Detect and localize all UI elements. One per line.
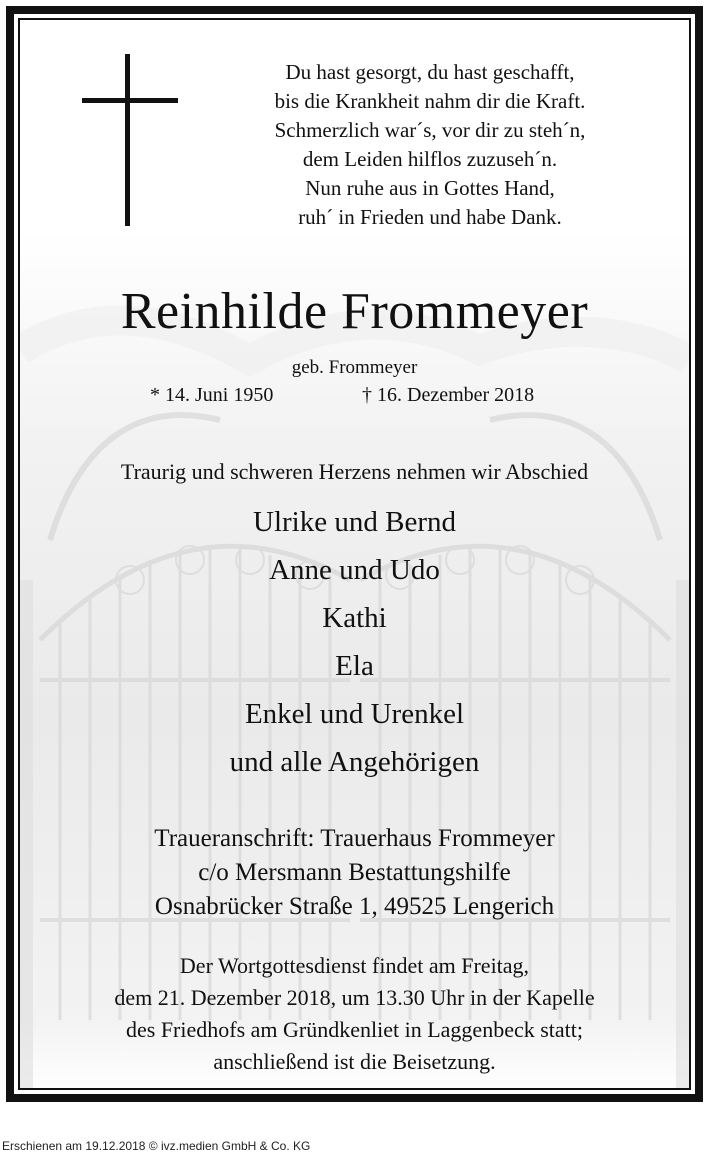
poem-line: Nun ruhe aus in Gottes Hand,: [305, 176, 555, 200]
deceased-name: Reinhilde Frommeyer: [120, 283, 589, 340]
farewell-intro: Traurig und schweren Herzens nehmen wir Abschied: [120, 459, 589, 484]
poem-line: ruh´ in Frieden und habe Dank.: [298, 205, 562, 229]
service-announcement: [20, 950, 689, 1078]
poem: [250, 58, 610, 232]
maiden-name: geb. Frommeyer: [291, 357, 418, 378]
mourning-address: [20, 822, 689, 924]
birth-date: * 14. Juni 1950: [150, 384, 274, 406]
mourner-entry: Ulrike und Bernd: [253, 506, 456, 538]
mourner-entry: und alle Angehörigen: [229, 746, 480, 778]
obituary-notice: [18, 18, 691, 1090]
address-line: Osnabrücker Straße 1, 49525 Lengerich: [154, 893, 555, 920]
mourner-entry: Kathi: [322, 602, 387, 634]
address-line: c/o Mersmann Bestattungshilfe: [198, 859, 511, 886]
service-line: Der Wortgottesdienst findet am Freitag,: [179, 953, 530, 978]
service-line: anschließend ist die Beisetzung.: [213, 1049, 496, 1074]
service-line: dem 21. Dezember 2018, um 13.30 Uhr in der Kapelle: [114, 985, 595, 1010]
poem-line: Du hast gesorgt, du hast geschafft,: [285, 60, 575, 84]
poem-line: Schmerzlich war´s, vor dir zu steh´n,: [274, 118, 586, 142]
notice-border-inner: [14, 14, 695, 1094]
notice-border-outer: [6, 6, 703, 1102]
death-date: † 16. Dezember 2018: [362, 384, 535, 406]
mourner-entry: Ela: [335, 650, 374, 682]
latin-cross-icon: [82, 54, 178, 226]
service-line: des Friedhofs am Gründkenliet in Laggenbeck statt;: [126, 1017, 583, 1042]
poem-line: dem Leiden hilflos zuzuseh´n.: [302, 147, 558, 171]
mourner-entry: Anne und Udo: [269, 554, 440, 586]
address-line: Traueranschrift: Trauerhaus Frommeyer: [154, 825, 555, 852]
mourners-list: [20, 502, 689, 790]
mourner-entry: Enkel und Urenkel: [244, 698, 465, 730]
publication-footer: Erschienen am 19.12.2018 © ivz.medien GmbH & Co. KG: [2, 1139, 311, 1153]
poem-line: bis die Krankheit nahm dir die Kraft.: [274, 89, 586, 113]
